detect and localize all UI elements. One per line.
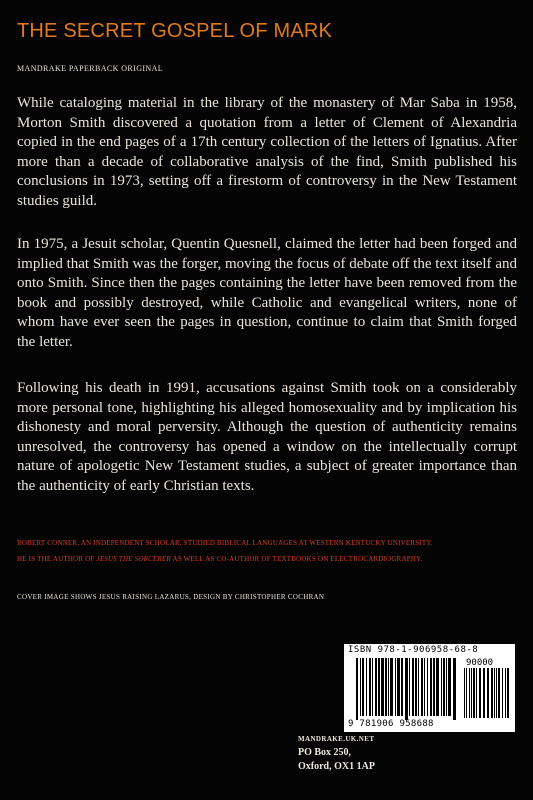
imprint-line: MANDRAKE PAPERBACK ORIGINAL (17, 64, 164, 73)
isbn-barcode (344, 644, 515, 732)
author-bio-line-2 (17, 554, 527, 564)
bio-line-2-start: HE IS THE AUTHOR OF (17, 555, 97, 563)
isbn-label: ISBN 978-1-906958-68-8 (348, 645, 479, 655)
blurb-paragraph-3: Following his death in 1991, accusations against Smith took on a considerably more personal tone, highlighting his alleged homosexuality and by implication his dishonesty and moral perversity. Although the question of authenticity remains unresolved, the controversy has opened a window on the intellectually corrupt nature of apologetic New Testament studies, a subject of greater importance than the authenticity of early Christian texts. (17, 380, 517, 494)
author-bio-line-1: ROBERT CONNER, AN INDEPENDENT SCHOLAR, STUDIED BIBLICAL LANGUAGES AT WESTERN KENTUCKY UNIVERSITY. (17, 539, 433, 547)
cover-credit: COVER IMAGE SHOWS JESUS RAISING LAZARUS, DESIGN BY CHRISTOPHER COCHRAN (17, 593, 325, 601)
barcode-digits: 9 781906 958688 (348, 719, 434, 729)
bio-line-2-end: AS WELL AS CO-AUTHOR OF TEXTBOOKS ON ELECTROCARDIOGRAPHY. (170, 555, 423, 563)
publisher-address (298, 732, 375, 774)
publisher-city: Oxford, OX1 1AP (298, 761, 375, 772)
publisher-po-box: PO Box 250, (298, 747, 352, 758)
publisher-website: MANDRAKE.UK.NET (298, 735, 375, 743)
book-title: THE SECRET GOSPEL OF MARK (17, 20, 333, 42)
blurb-paragraph-2: In 1975, a Jesuit scholar, Quentin Quesnell, claimed the letter had been forged and implied that Smith was the forger, moving the focus of debate off the text itself and onto Smith. Since then the pages containing the letter have been removed from the book and possibly destroyed, while Catholic and evangelical writers, none of whom have ever seen the pages in question, continue to claim that Smith forged the letter. (17, 236, 517, 350)
barcode-addon-digits: 90000 (466, 658, 494, 668)
blurb-paragraph-1: While cataloging material in the library of the monastery of Mar Saba in 1958, Morton Smith discovered a quotation from a letter of Clement of Alexandria copied in the end pages of a 17th century collection of the letters of Ignatius. After more than a decade of collaborative analysis of the find, Smith published his conclusions in 1973, setting off a firestorm of controversy in the New Testament studies guild. (17, 95, 517, 209)
bio-book-title: JESUS THE SORCERER (96, 555, 171, 563)
